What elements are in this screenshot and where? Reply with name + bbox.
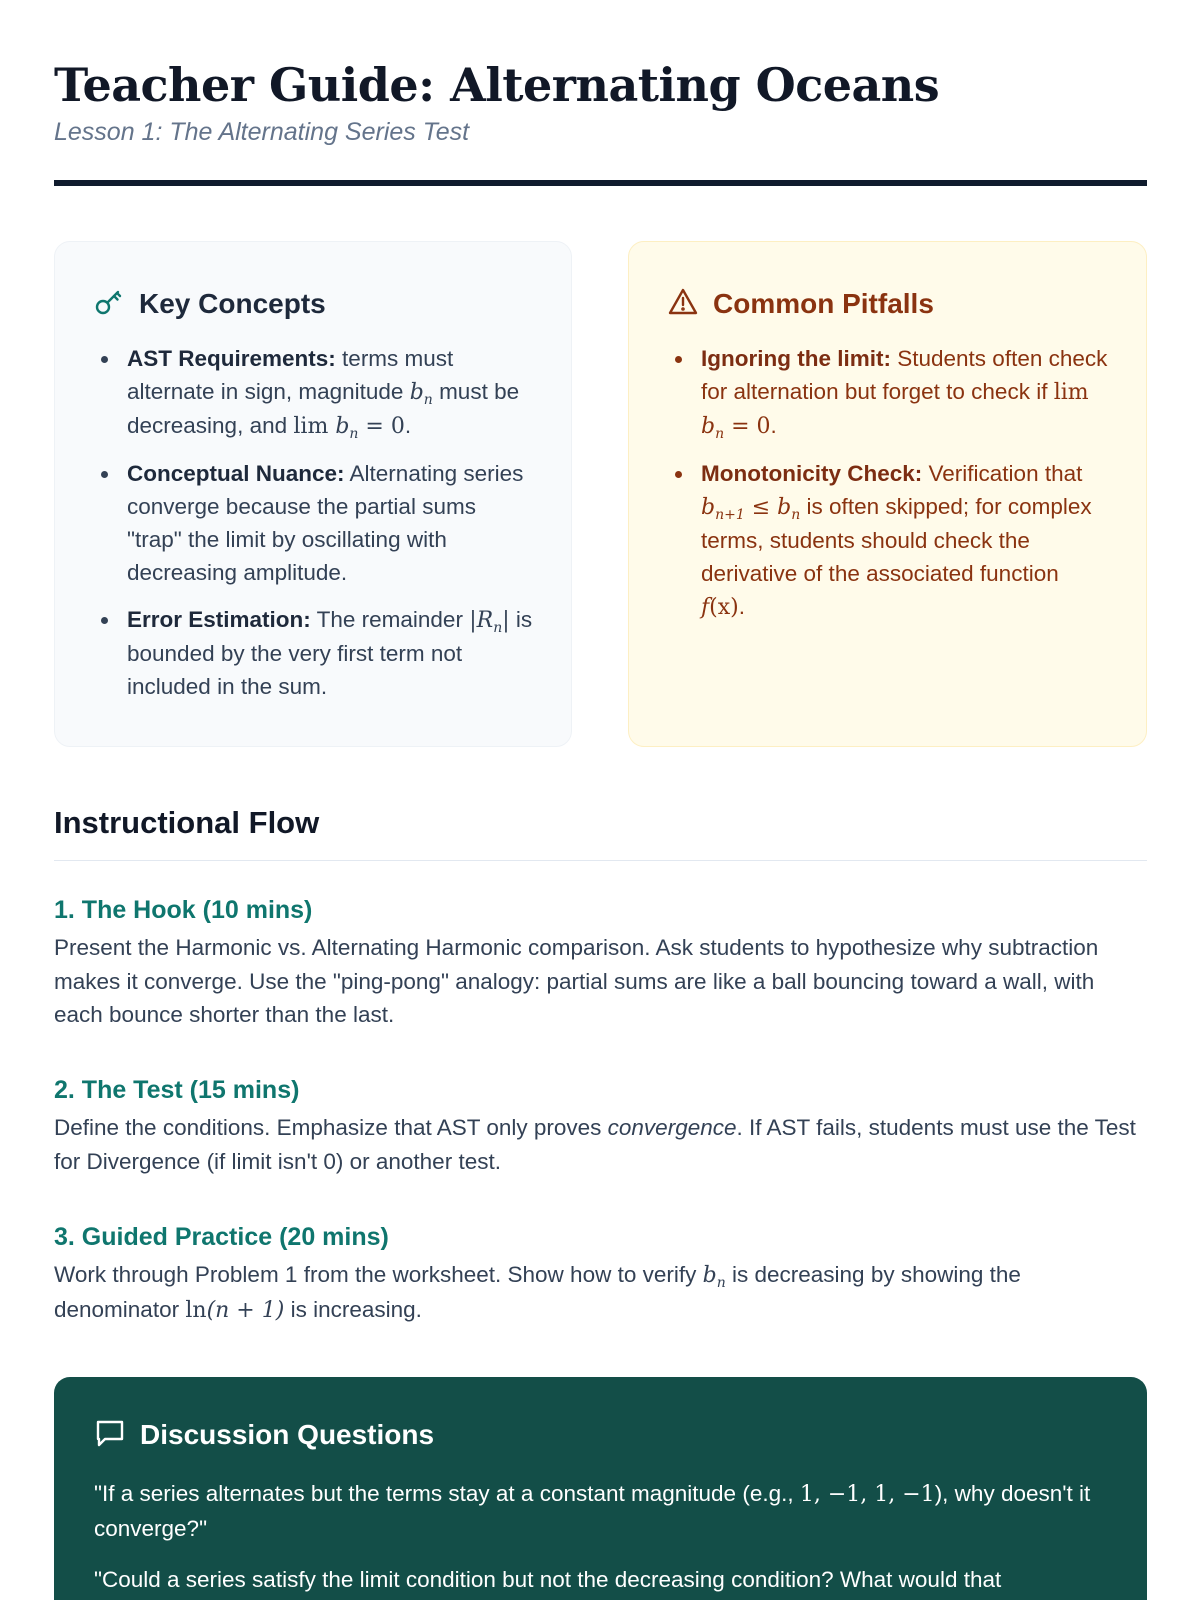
list-item: Error Estimation: The remainder $|R_n|$ is bounded by the very first term not included in the sum. xyxy=(93,603,533,703)
step-title: 1. The Hook (10 mins) xyxy=(54,896,313,924)
title-divider xyxy=(54,180,1147,186)
step-text: Define the conditions. Emphasize that AST only proves convergence. If AST fails, students must use the Test for Divergence (if limit isn't 0) or another test. xyxy=(54,1115,1136,1174)
chat-bubble-icon xyxy=(94,1417,126,1454)
step-text: Present the Harmonic vs. Alternating Harmonic comparison. Ask students to hypothesize why subtraction makes it converge. Use the "ping-pong" analogy: partial sums are like a ball bouncing toward a wall, with each bounce shorter than the last. xyxy=(54,935,1099,1027)
teacher-guide-page xyxy=(54,0,1147,1600)
discussion-question: "Could a series satisfy the limit condition but not the decreasing condition? What would that xyxy=(94,1567,1002,1592)
key-concepts-title: Key Concepts xyxy=(139,288,326,319)
list-item: Ignoring the limit: Students often check for alternation but forget to check if $\lim b_n = 0$. xyxy=(667,342,1108,443)
instructional-flow-title: Instructional Flow xyxy=(54,805,320,840)
step-title: 2. The Test (15 mins) xyxy=(54,1076,300,1104)
flow-step-test xyxy=(54,1073,1147,1178)
list-item: Conceptual Nuance: Alternating series converge because the partial sums "trap" the limit by oscillating with decreasing amplitude. xyxy=(93,457,533,589)
discussion-header xyxy=(94,1415,1107,1455)
section-divider xyxy=(54,860,1147,861)
flow-step-guided-practice xyxy=(54,1220,1147,1327)
key-icon xyxy=(93,286,125,323)
page-subtitle: Lesson 1: The Alternating Series Test xyxy=(54,118,470,146)
common-pitfalls-header xyxy=(667,284,1108,324)
common-pitfalls-list xyxy=(667,342,1108,624)
common-pitfalls-card xyxy=(628,241,1147,747)
list-item: AST Requirements: terms must alternate in sign, magnitude $b_n$ must be decreasing, and $\lim b_n = 0$. xyxy=(93,342,533,443)
list-item: Monotonicity Check: Verification that $b_{n+1} \le b_n$ is often skipped; for complex terms, students should check the derivative of the associated function f(x). xyxy=(667,457,1108,624)
warning-triangle-icon xyxy=(667,286,699,323)
page-title: Teacher Guide: Alternating Oceans xyxy=(54,58,940,112)
common-pitfalls-title: Common Pitfalls xyxy=(713,288,934,319)
step-title: 3. Guided Practice (20 mins) xyxy=(54,1223,389,1251)
discussion-question: "If a series alternates but the terms stay at a constant magnitude (e.g., 1, −1, 1, −1), why doesn't it converge?" xyxy=(94,1481,1091,1541)
key-concepts-card xyxy=(54,241,572,747)
discussion-title: Discussion Questions xyxy=(140,1419,435,1450)
step-text: Work through Problem 1 from the worksheet. Show how to verify $b_n$ is decreasing by showing the denominator ln(n + 1) is increasing. xyxy=(54,1262,1021,1323)
discussion-questions-card xyxy=(54,1377,1147,1600)
key-concepts-header xyxy=(93,284,533,324)
flow-step-hook xyxy=(54,893,1147,1032)
key-concepts-list xyxy=(93,342,533,703)
